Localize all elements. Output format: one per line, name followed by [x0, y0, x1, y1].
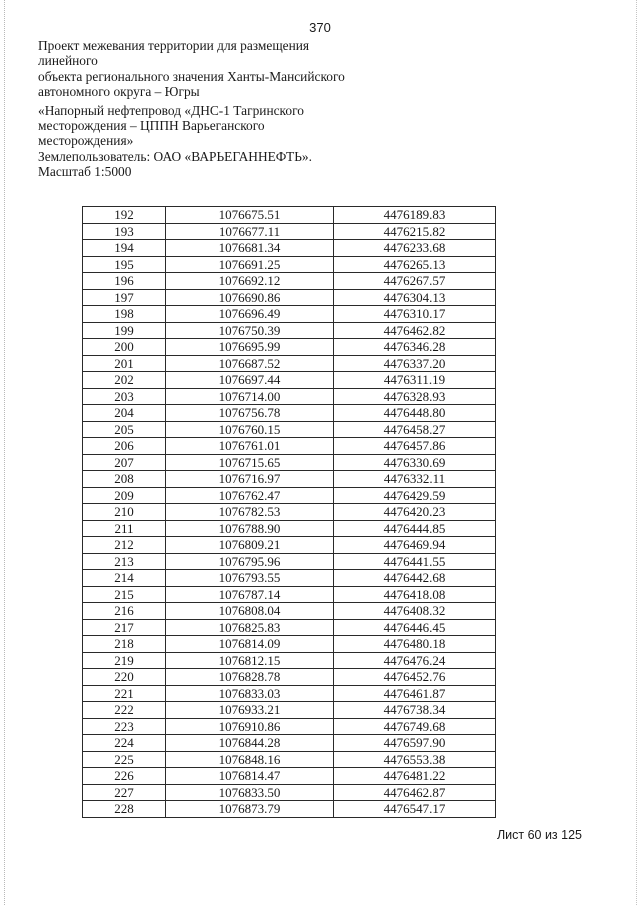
- y-coordinate-cell: 4476444.85: [334, 520, 496, 537]
- table-row: [83, 504, 496, 521]
- point-number-cell: 213: [83, 553, 166, 570]
- x-coordinate-cell: 1076715.65: [166, 454, 334, 471]
- table-row: [83, 421, 496, 438]
- x-coordinate-cell: 1076793.55: [166, 570, 334, 587]
- y-coordinate-cell: 4476462.82: [334, 322, 496, 339]
- x-coordinate-cell: 1076933.21: [166, 702, 334, 719]
- y-coordinate-cell: 4476597.90: [334, 735, 496, 752]
- x-coordinate-cell: 1076677.11: [166, 223, 334, 240]
- scan-edge-left: [4, 0, 5, 905]
- point-number-cell: 198: [83, 306, 166, 323]
- table-row: [83, 801, 496, 818]
- point-number-cell: 201: [83, 355, 166, 372]
- point-number-cell: 204: [83, 405, 166, 422]
- y-coordinate-cell: 4476420.23: [334, 504, 496, 521]
- coordinates-table: [82, 206, 496, 818]
- x-coordinate-cell: 1076848.16: [166, 751, 334, 768]
- y-coordinate-cell: 4476408.32: [334, 603, 496, 620]
- table-row: [83, 520, 496, 537]
- x-coordinate-cell: 1076814.09: [166, 636, 334, 653]
- point-number-cell: 218: [83, 636, 166, 653]
- point-number-cell: 227: [83, 784, 166, 801]
- y-coordinate-cell: 4476346.28: [334, 339, 496, 356]
- point-number-cell: 208: [83, 471, 166, 488]
- y-coordinate-cell: 4476328.93: [334, 388, 496, 405]
- y-coordinate-cell: 4476446.45: [334, 619, 496, 636]
- point-number-cell: 228: [83, 801, 166, 818]
- x-coordinate-cell: 1076687.52: [166, 355, 334, 372]
- point-number-cell: 194: [83, 240, 166, 257]
- point-number-cell: 225: [83, 751, 166, 768]
- page-number: 370: [309, 20, 331, 35]
- table-row: [83, 355, 496, 372]
- table-row: [83, 339, 496, 356]
- y-coordinate-cell: 4476332.11: [334, 471, 496, 488]
- point-number-cell: 210: [83, 504, 166, 521]
- table-row: [83, 570, 496, 587]
- point-number-cell: 214: [83, 570, 166, 587]
- y-coordinate-cell: 4476215.82: [334, 223, 496, 240]
- y-coordinate-cell: 4476476.24: [334, 652, 496, 669]
- y-coordinate-cell: 4476442.68: [334, 570, 496, 587]
- point-number-cell: 192: [83, 207, 166, 224]
- x-coordinate-cell: 1076756.78: [166, 405, 334, 422]
- table-row: [83, 652, 496, 669]
- table-row: [83, 438, 496, 455]
- x-coordinate-cell: 1076761.01: [166, 438, 334, 455]
- y-coordinate-cell: 4476441.55: [334, 553, 496, 570]
- x-coordinate-cell: 1076762.47: [166, 487, 334, 504]
- y-coordinate-cell: 4476337.20: [334, 355, 496, 372]
- table-row: [83, 256, 496, 273]
- x-coordinate-cell: 1076787.14: [166, 586, 334, 603]
- table-row: [83, 207, 496, 224]
- point-number-cell: 221: [83, 685, 166, 702]
- y-coordinate-cell: 4476749.68: [334, 718, 496, 735]
- table-row: [83, 306, 496, 323]
- y-coordinate-cell: 4476461.87: [334, 685, 496, 702]
- y-coordinate-cell: 4476553.38: [334, 751, 496, 768]
- table-row: [83, 586, 496, 603]
- point-number-cell: 211: [83, 520, 166, 537]
- land-user: Землепользователь: ОАО «ВАРЬЕГАННЕФТЬ».: [38, 148, 312, 164]
- point-number-cell: 224: [83, 735, 166, 752]
- table-row: [83, 735, 496, 752]
- x-coordinate-cell: 1076844.28: [166, 735, 334, 752]
- point-number-cell: 205: [83, 421, 166, 438]
- point-number-cell: 202: [83, 372, 166, 389]
- point-number-cell: 216: [83, 603, 166, 620]
- object-title-line-3: месторождения»: [38, 133, 134, 149]
- point-number-cell: 212: [83, 537, 166, 554]
- point-number-cell: 217: [83, 619, 166, 636]
- table-row: [83, 685, 496, 702]
- point-number-cell: 226: [83, 768, 166, 785]
- table-row: [83, 619, 496, 636]
- x-coordinate-cell: 1076809.21: [166, 537, 334, 554]
- x-coordinate-cell: 1076833.50: [166, 784, 334, 801]
- x-coordinate-cell: 1076910.86: [166, 718, 334, 735]
- point-number-cell: 222: [83, 702, 166, 719]
- x-coordinate-cell: 1076760.15: [166, 421, 334, 438]
- point-number-cell: 199: [83, 322, 166, 339]
- x-coordinate-cell: 1076696.49: [166, 306, 334, 323]
- object-title-line-2: месторождения – ЦППН Варьеганского: [38, 118, 265, 134]
- y-coordinate-cell: 4476233.68: [334, 240, 496, 257]
- x-coordinate-cell: 1076695.99: [166, 339, 334, 356]
- y-coordinate-cell: 4476481.22: [334, 768, 496, 785]
- x-coordinate-cell: 1076873.79: [166, 801, 334, 818]
- table-row: [83, 289, 496, 306]
- table-row: [83, 702, 496, 719]
- x-coordinate-cell: 1076788.90: [166, 520, 334, 537]
- table-row: [83, 223, 496, 240]
- y-coordinate-cell: 4476738.34: [334, 702, 496, 719]
- y-coordinate-cell: 4476469.94: [334, 537, 496, 554]
- table-row: [83, 768, 496, 785]
- table-row: [83, 537, 496, 554]
- map-scale: Масштаб 1:5000: [38, 164, 132, 180]
- project-title-line-3: автономного округа – Югры: [38, 84, 200, 100]
- point-number-cell: 195: [83, 256, 166, 273]
- x-coordinate-cell: 1076814.47: [166, 768, 334, 785]
- table-row: [83, 240, 496, 257]
- table-row: [83, 487, 496, 504]
- project-title-line-2: объекта регионального значения Ханты-Мансийского: [38, 68, 345, 84]
- point-number-cell: 197: [83, 289, 166, 306]
- y-coordinate-cell: 4476547.17: [334, 801, 496, 818]
- y-coordinate-cell: 4476457.86: [334, 438, 496, 455]
- x-coordinate-cell: 1076812.15: [166, 652, 334, 669]
- x-coordinate-cell: 1076716.97: [166, 471, 334, 488]
- y-coordinate-cell: 4476458.27: [334, 421, 496, 438]
- table-row: [83, 751, 496, 768]
- point-number-cell: 219: [83, 652, 166, 669]
- x-coordinate-cell: 1076825.83: [166, 619, 334, 636]
- x-coordinate-cell: 1076681.34: [166, 240, 334, 257]
- coordinates-table-body: [83, 207, 496, 818]
- table-row: [83, 388, 496, 405]
- table-row: [83, 471, 496, 488]
- table-row: [83, 372, 496, 389]
- x-coordinate-cell: 1076691.25: [166, 256, 334, 273]
- y-coordinate-cell: 4476462.87: [334, 784, 496, 801]
- point-number-cell: 209: [83, 487, 166, 504]
- y-coordinate-cell: 4476304.13: [334, 289, 496, 306]
- point-number-cell: 206: [83, 438, 166, 455]
- table-row: [83, 454, 496, 471]
- x-coordinate-cell: 1076782.53: [166, 504, 334, 521]
- x-coordinate-cell: 1076714.00: [166, 388, 334, 405]
- point-number-cell: 207: [83, 454, 166, 471]
- table-row: [83, 718, 496, 735]
- x-coordinate-cell: 1076808.04: [166, 603, 334, 620]
- x-coordinate-cell: 1076795.96: [166, 553, 334, 570]
- scan-edge-right: [636, 0, 637, 905]
- point-number-cell: 220: [83, 669, 166, 686]
- y-coordinate-cell: 4476429.59: [334, 487, 496, 504]
- y-coordinate-cell: 4476189.83: [334, 207, 496, 224]
- x-coordinate-cell: 1076833.03: [166, 685, 334, 702]
- table-row: [83, 784, 496, 801]
- table-row: [83, 669, 496, 686]
- table-row: [83, 636, 496, 653]
- y-coordinate-cell: 4476265.13: [334, 256, 496, 273]
- y-coordinate-cell: 4476418.08: [334, 586, 496, 603]
- point-number-cell: 200: [83, 339, 166, 356]
- x-coordinate-cell: 1076692.12: [166, 273, 334, 290]
- table-row: [83, 405, 496, 422]
- point-number-cell: 223: [83, 718, 166, 735]
- table-row: [83, 603, 496, 620]
- y-coordinate-cell: 4476330.69: [334, 454, 496, 471]
- point-number-cell: 193: [83, 223, 166, 240]
- point-number-cell: 215: [83, 586, 166, 603]
- y-coordinate-cell: 4476480.18: [334, 636, 496, 653]
- y-coordinate-cell: 4476311.19: [334, 372, 496, 389]
- point-number-cell: 203: [83, 388, 166, 405]
- table-row: [83, 273, 496, 290]
- table-row: [83, 553, 496, 570]
- y-coordinate-cell: 4476310.17: [334, 306, 496, 323]
- y-coordinate-cell: 4476267.57: [334, 273, 496, 290]
- object-title-line-1: «Напорный нефтепровод «ДНС-1 Тагринского: [38, 102, 304, 118]
- sheet-counter: Лист 60 из 125: [496, 828, 582, 842]
- y-coordinate-cell: 4476452.76: [334, 669, 496, 686]
- x-coordinate-cell: 1076697.44: [166, 372, 334, 389]
- y-coordinate-cell: 4476448.80: [334, 405, 496, 422]
- project-title-line-1: Проект межевания территории для размещения линейного: [38, 38, 310, 69]
- table-row: [83, 322, 496, 339]
- x-coordinate-cell: 1076690.86: [166, 289, 334, 306]
- point-number-cell: 196: [83, 273, 166, 290]
- x-coordinate-cell: 1076828.78: [166, 669, 334, 686]
- x-coordinate-cell: 1076750.39: [166, 322, 334, 339]
- x-coordinate-cell: 1076675.51: [166, 207, 334, 224]
- document-header: [38, 38, 358, 180]
